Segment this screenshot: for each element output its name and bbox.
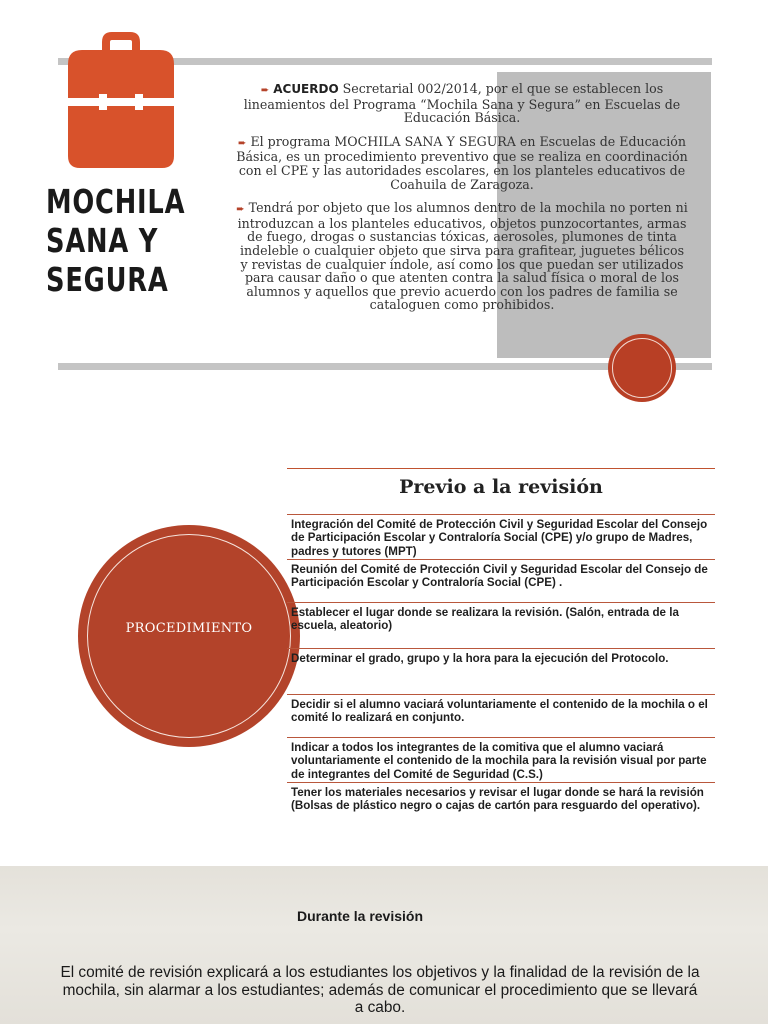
durante-heading: Durante la revisión: [296, 908, 424, 924]
slide-durante-revision: [0, 866, 768, 1024]
step-text: Decidir si el alumno vaciará voluntariamente el contenido de la mochila o el comité lo realizará en conjunto.: [291, 698, 708, 725]
title-line-3: SEGURA: [46, 260, 169, 299]
procedimiento-circle: [78, 525, 300, 747]
list-item: [287, 648, 715, 665]
circle-ring: [87, 534, 291, 738]
list-item: [287, 514, 715, 558]
paragraph-text: Secretarial 002/2014, por el que se establecen los lineamientos del Programa “Mochila Sana y Segura” en Escuelas de Educación Básica.: [243, 81, 681, 126]
list-item: [287, 559, 715, 590]
paragraph-acuerdo: [236, 82, 688, 125]
title-line-2: SANA Y: [46, 221, 159, 260]
acuerdo-label: ACUERDO: [273, 82, 339, 96]
previo-heading: Previo a la revisión: [399, 476, 603, 498]
backpack-icon: [62, 28, 180, 170]
paragraph-text: Tendrá por objeto que los alumnos dentro de la mochila no porten ni introduzcan a los planteles educativos, objetos punzocortantes, armas de fuego, drogas o sustancias tóxicas, aerosoles, plumones de tinta indeleble o cualquier objeto que sirva para grafitear, juguetes bélicos y revistas de cualquier índole, así como los que puedan ser utilizados para causar daño o que atenten contra la salud física o moral de los alumnos y aquellos que previo acuerdo con los padres de familia se cataloguen como prohibidos.: [237, 200, 688, 313]
decorative-circle: [608, 334, 676, 402]
list-item: [287, 782, 715, 813]
slide-procedimiento: [0, 430, 768, 870]
title-line-1: MOCHILA: [46, 182, 186, 221]
step-text: Tener los materiales necesarios y revisar el lugar donde se hará la revisión (Bolsas de plástico negro o cajas de cartón para resguardo del operativo).: [291, 786, 704, 813]
paragraph-programa: [236, 135, 688, 191]
procedimiento-label: PROCEDIMIENTO: [125, 621, 253, 636]
slide-title: [46, 182, 202, 299]
paragraph-text: El programa MOCHILA SANA Y SEGURA en Escuelas de Educación Básica, es un procedimiento preventivo que se realiza en coordinación con el CPE y las autoridades escolares, en los planteles educativos de Coahuila de Zaragoza.: [236, 133, 688, 192]
bullet-arrow-icon: ➨: [238, 137, 247, 149]
paragraph-objeto: [236, 201, 688, 312]
step-text: Determinar el grado, grupo y la hora para la ejecución del Protocolo.: [291, 652, 669, 665]
description-text-block: [236, 82, 688, 322]
bullet-arrow-icon: ➨: [260, 85, 270, 96]
step-text: Establecer el lugar donde se realizara la revisión. (Salón, entrada de la escuela, aleatorio): [291, 606, 679, 633]
heading-divider: [287, 468, 715, 469]
list-item: [287, 737, 715, 781]
step-text: Indicar a todos los integrantes de la comitiva que el alumno vaciará voluntariamente el contenido de la mochila para la revisión visual por parte de integrantes del Comité de Seguridad (C.S.): [291, 741, 707, 781]
list-item: [287, 602, 715, 633]
step-text: Reunión del Comité de Protección Civil y Seguridad Escolar del Consejo de Participación Escolar y Contraloría Social (CPE) .: [291, 563, 708, 590]
slide-mochila-sana: [0, 0, 768, 420]
step-text: Integración del Comité de Protección Civil y Seguridad Escolar del Consejo de Participación Escolar y Contraloría Social (CPE) y/o grupo de Madres, padres y tutores (MPT): [291, 518, 708, 558]
durante-paragraph: El comité de revisión explicará a los estudiantes los objetivos y la finalidad de la revisión de la mochila, sin alarmar a los estudiantes; además de comunicar el procedimiento que se llevará a cabo.: [60, 964, 700, 1016]
bullet-arrow-icon: ➨: [236, 204, 245, 216]
list-item: [287, 694, 715, 725]
